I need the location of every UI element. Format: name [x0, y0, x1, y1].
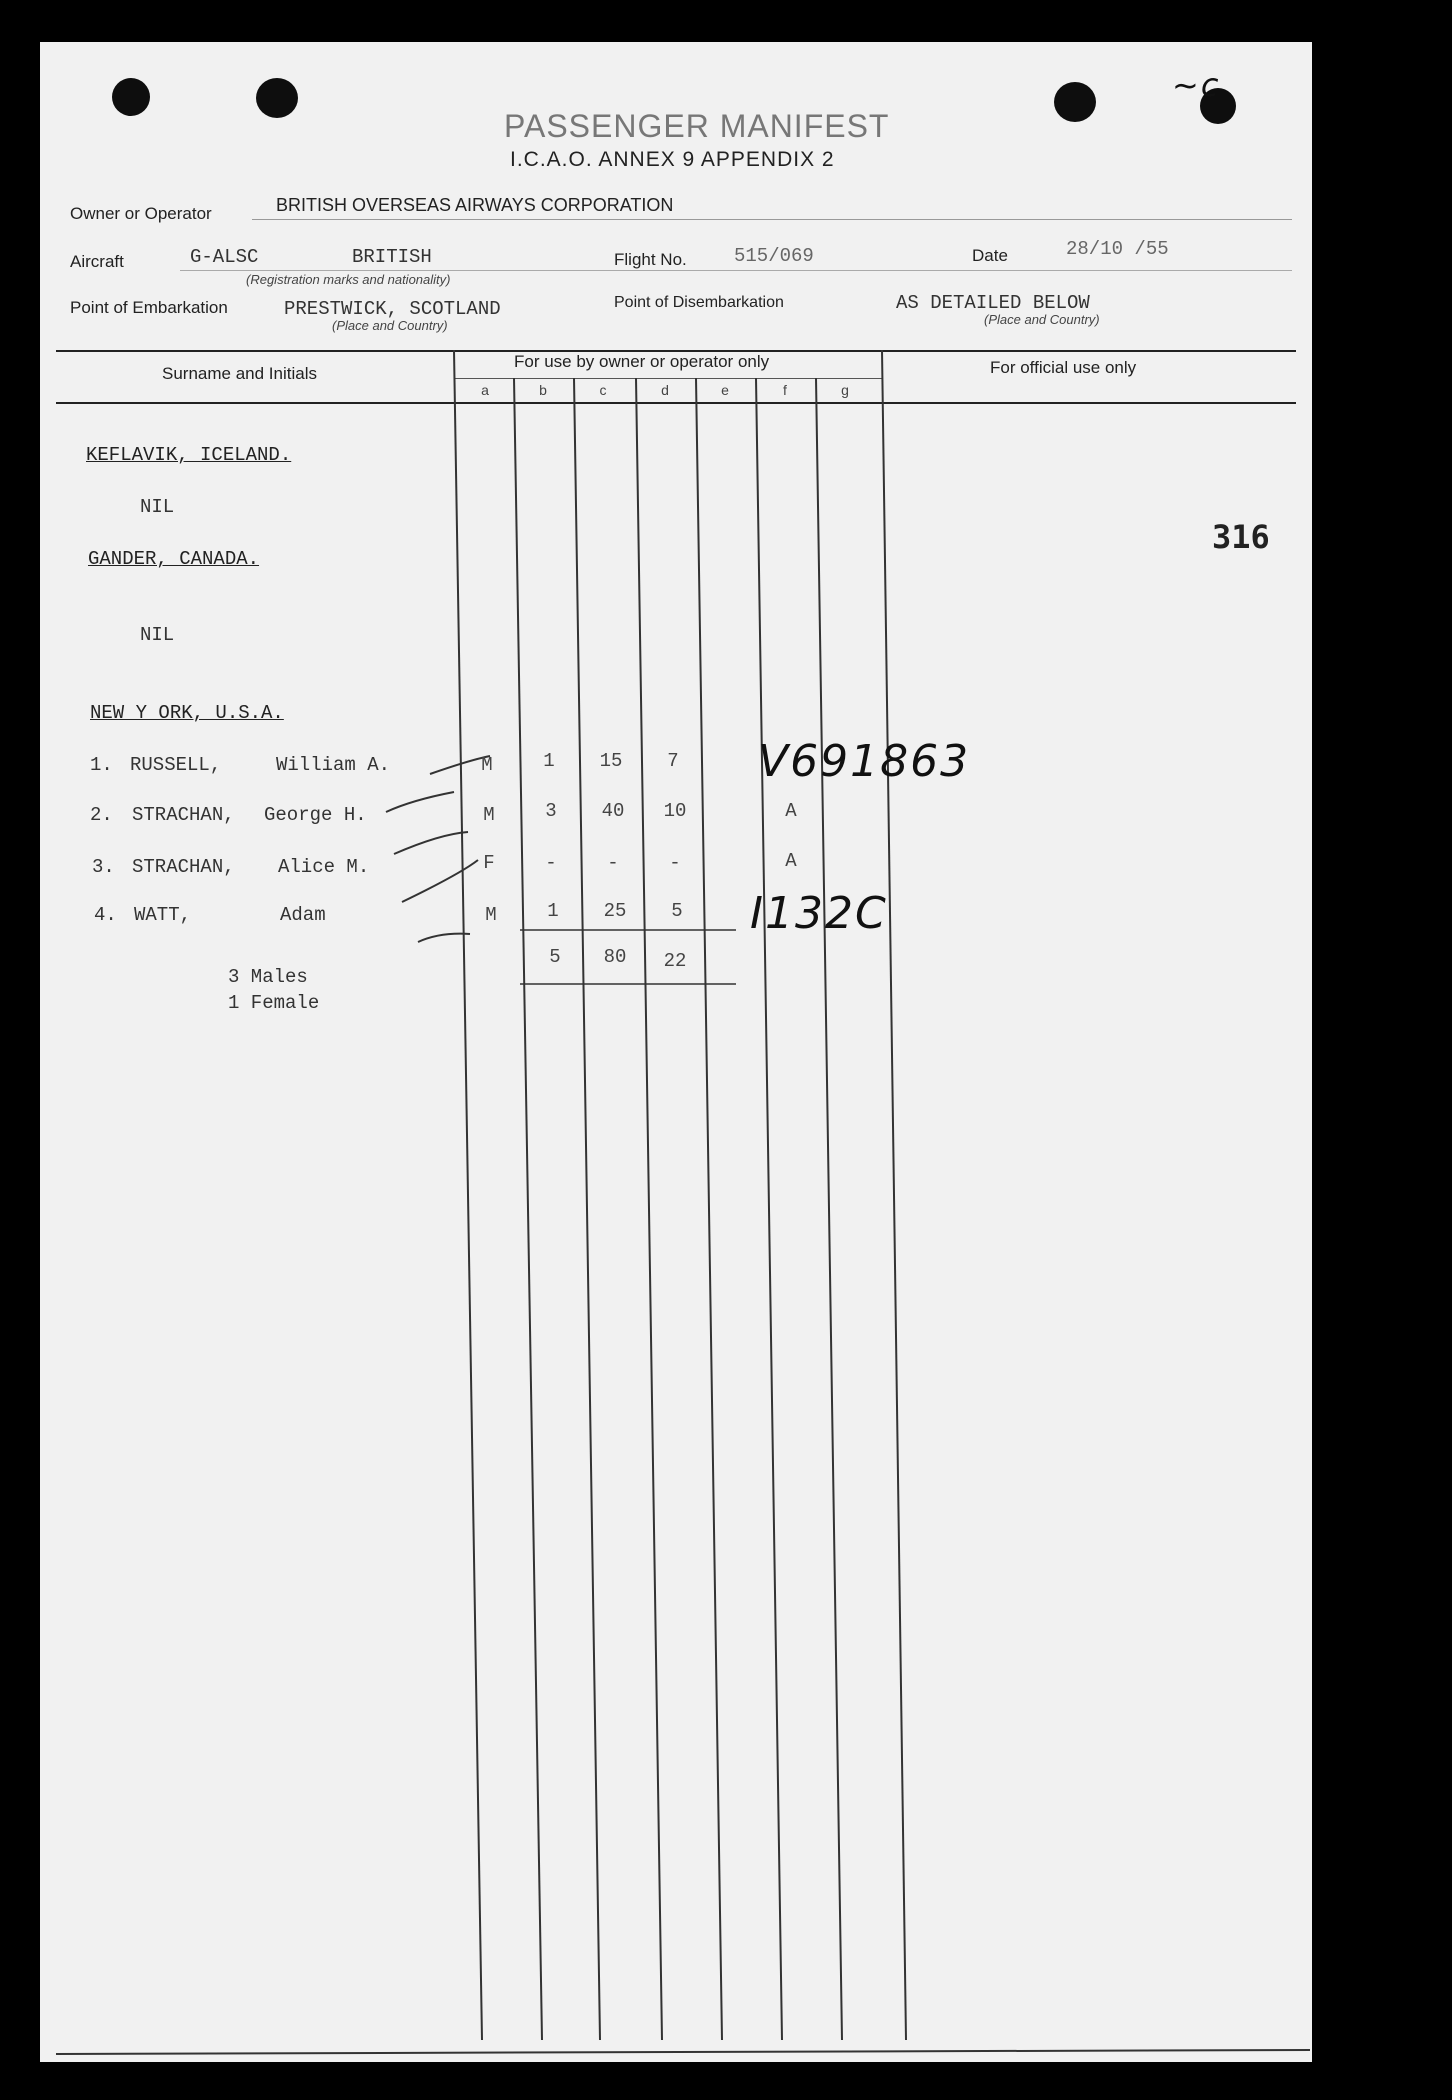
- col-f-header: f: [783, 382, 787, 398]
- aircraft-nationality: BRITISH: [352, 246, 432, 268]
- owner-label: Owner or Operator: [70, 204, 212, 223]
- passenger-surname: STRACHAN,: [132, 804, 235, 826]
- section-keflavik: KEFLAVIK, ICELAND.: [86, 444, 292, 466]
- aircraft-reg: G-ALSC: [190, 246, 259, 268]
- section-keflavik-nil: NIL: [140, 496, 175, 518]
- table-rules: [40, 42, 1312, 2062]
- col-d-header: d: [661, 382, 669, 398]
- official-use-header: For official use only: [990, 358, 1137, 377]
- owner-value: BRITISH OVERSEAS AIRWAYS CORPORATION: [276, 195, 674, 215]
- passenger-given: Adam: [280, 904, 326, 926]
- disembark-note: (Place and Country): [984, 312, 1100, 327]
- col-c-header: c: [599, 382, 607, 398]
- disembark-label: Point of Disembarkation: [614, 294, 784, 311]
- col-g-header: g: [841, 382, 849, 398]
- page-number: 316: [1212, 518, 1270, 556]
- passenger-surname: RUSSELL,: [130, 754, 222, 776]
- passenger-given: George H.: [264, 804, 367, 826]
- manifest-sheet: ~c PASSENGER MANIFEST I.C.A.O. ANNEX 9 APPENDIX 2 Owner or Operator BRITISH OVERSEAS AIRWAYS CORPORATION Aircraft G-ALSC BRITISH (Registration marks and nationality) Flight No. 515/069 Date 28/10 /55 Point of Embarkation PRESTWICK, SCOTLAND (Place and Country) Point of Disembarkation AS DETAILED BELOW (Place and Country) Surname and Initials For use by owner or operator only For official use only a b c d e f g KEFLAVIK, ICELAND. NIL GANDER, CANADA. NIL NEW Y ORK, U.S.A. 1. RUSSELL, William A. M 1 15 7 2. STRACHAN, George H. M 3 40 10 A 3. STRACHAN, Alice M. F - - - A 4. WATT, Adam M 1 25 5 5 80 22 3 Males 1 Female V691863 I132C 316: [40, 42, 1312, 2062]
- section-new-york: NEW Y ORK, U.S.A.: [90, 702, 284, 724]
- col-e-header: e: [721, 382, 729, 398]
- corner-mark: ~c: [1172, 66, 1221, 104]
- embark-label: Point of Embarkation: [70, 298, 228, 317]
- page-subtitle: I.C.A.O. ANNEX 9 APPENDIX 2: [510, 148, 835, 171]
- flight-label: Flight No.: [614, 250, 687, 269]
- passenger-given: Alice M.: [278, 856, 370, 878]
- embark-value: PRESTWICK, SCOTLAND: [284, 298, 501, 320]
- embark-note: (Place and Country): [332, 318, 448, 333]
- section-gander-nil: NIL: [140, 624, 175, 646]
- disembark-value: AS DETAILED BELOW: [896, 292, 1090, 314]
- date-label: Date: [972, 246, 1008, 265]
- col-b-header: b: [539, 382, 547, 398]
- surname-header: Surname and Initials: [162, 364, 317, 383]
- handwritten-number-1: V691863: [758, 736, 971, 787]
- owner-use-header: For use by owner or operator only: [514, 352, 770, 371]
- date-value: 28/10 /55: [1066, 238, 1169, 260]
- passenger-surname: STRACHAN,: [132, 856, 235, 878]
- aircraft-label: Aircraft: [70, 252, 124, 271]
- summary-males: 3 Males: [228, 966, 308, 988]
- reg-note: (Registration marks and nationality): [246, 272, 451, 287]
- summary-females: 1 Female: [228, 992, 320, 1014]
- passenger-surname: WATT,: [134, 904, 192, 926]
- flight-value: 515/069: [734, 245, 814, 267]
- passenger-given: William A.: [276, 754, 391, 776]
- section-gander: GANDER, CANADA.: [88, 548, 260, 570]
- col-a-header: a: [481, 382, 489, 398]
- page-title: PASSENGER MANIFEST: [504, 108, 890, 144]
- handwritten-number-2: I132C: [750, 888, 888, 939]
